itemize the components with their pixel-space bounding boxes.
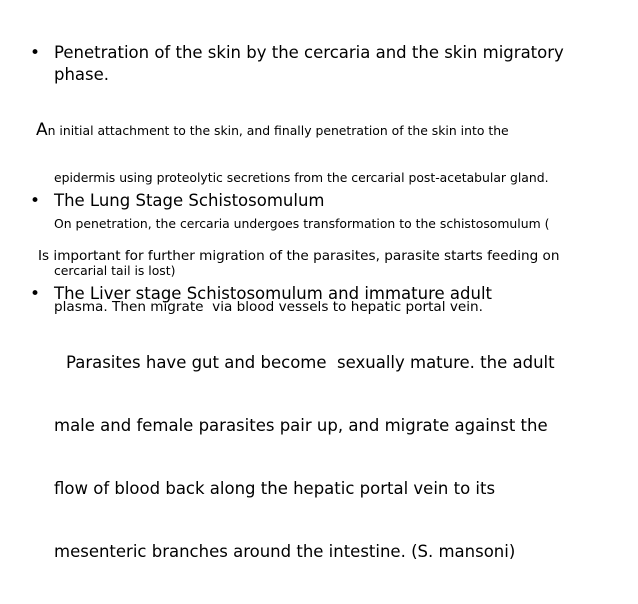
bullet-lung-stage [30, 190, 620, 212]
description-line: epidermis using proteolytic secretions from the cercarial post-acetabular gland. [54, 169, 549, 185]
description-line: male and female parasites pair up, and migrate against the [54, 416, 548, 435]
bullet-heading-line: The Liver stage Schistosomulum and immature adult [54, 284, 492, 303]
bullet-marker: • [30, 43, 41, 63]
description-line: plasma. Then migrate via blood vessels to hepatic portal vein. [54, 299, 483, 315]
description-line [36, 120, 626, 140]
description-line: Is important for further migration of the parasites, parasite starts feeding on [38, 248, 560, 264]
drop-cap: A [36, 120, 48, 140]
bullet-heading-line: Penetration of the skin by the cercaria and the skin migratory [54, 43, 564, 62]
liver-stage-description [54, 310, 634, 604]
description-line: mesenteric branches around the intestine. (S. mansoni) [54, 542, 516, 561]
bullet-heading [54, 283, 620, 305]
bullet-skin-penetration [30, 42, 620, 86]
description-line: cercarial tail is lost) [54, 262, 176, 278]
bullet-marker: • [30, 284, 41, 304]
description-line: Parasites have gut and become sexually mature. the adult [66, 353, 555, 372]
description-line: flow of blood back along the hepatic portal vein to its [54, 479, 496, 498]
bullet-liver-stage [30, 283, 620, 305]
bullet-heading-line: The Lung Stage Schistosomulum [54, 191, 325, 210]
description-text: n initial attachment to the skin, and finally penetration of the skin into the [47, 123, 509, 138]
bullet-heading-line: phase. [54, 65, 110, 84]
bullet-heading [54, 190, 620, 212]
bullet-heading [54, 42, 620, 86]
description-line: On penetration, the cercaria undergoes transformation to the schistosomulum ( [54, 216, 550, 231]
bullet-marker: • [30, 191, 41, 211]
